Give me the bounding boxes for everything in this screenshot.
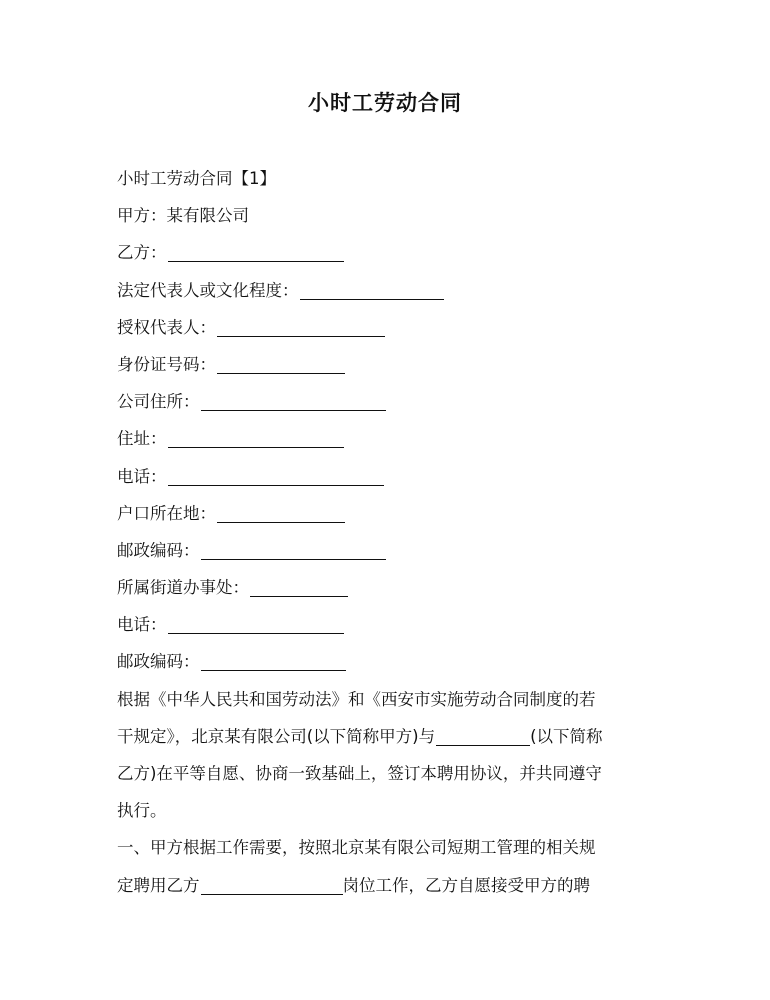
blank-line	[201, 650, 346, 671]
blank-line	[201, 874, 343, 895]
field-label: 电话：	[117, 615, 167, 635]
blank-line	[201, 390, 386, 411]
blank-line	[250, 576, 348, 597]
field-label: 法定代表人或文化程度：	[117, 280, 299, 300]
field-legal-representative	[117, 272, 657, 309]
field-label: 授权代表人：	[117, 317, 216, 337]
paragraph-1-line-2	[117, 718, 657, 755]
blank-line	[217, 353, 345, 374]
field-id-number	[117, 346, 657, 383]
field-authorized-representative	[117, 309, 657, 346]
field-company-address	[117, 383, 657, 420]
paragraph-2-line-1: 一、甲方根据工作需要，按照北京某有限公司短期工管理的相关规	[117, 838, 596, 858]
blank-line	[168, 465, 384, 486]
paragraph-1-line-1: 根据《中华人民共和国劳动法》和《西安市实施劳动合同制度的若	[117, 689, 596, 709]
blank-line	[217, 502, 345, 523]
blank-line	[168, 613, 344, 634]
paragraph-1-line-3: 乙方)在平等自愿、协商一致基础上，签订本聘用协议，并共同遵守	[117, 764, 602, 783]
paragraph-text: (以下简称	[530, 726, 603, 746]
paragraph-1-line-4: 执行。	[117, 801, 167, 821]
blank-line	[168, 427, 344, 448]
paragraph-text: 岗位工作，乙方自愿接受甲方的聘	[342, 875, 590, 895]
paragraph-text: 定聘用乙方	[117, 875, 200, 895]
field-phone-1	[117, 458, 657, 495]
field-label: 乙方：	[117, 243, 167, 263]
document-body	[117, 160, 657, 904]
field-label: 所属街道办事处：	[117, 578, 249, 598]
field-postal-code-1	[117, 532, 657, 569]
field-label: 公司住所：	[117, 392, 200, 412]
blank-line	[217, 316, 385, 337]
field-household-location	[117, 495, 657, 532]
field-street-office	[117, 569, 657, 606]
blank-line	[201, 539, 386, 560]
contract-subtitle: 小时工劳动合同【1】	[117, 169, 276, 188]
field-label: 邮政编码：	[117, 540, 200, 560]
field-label: 户口所在地：	[117, 503, 216, 523]
field-label: 电话：	[117, 466, 167, 486]
paragraph-2-line-2	[117, 867, 657, 904]
document-title: 小时工劳动合同	[308, 91, 462, 115]
field-postal-code-2	[117, 643, 657, 680]
blank-line	[168, 241, 344, 262]
blank-line	[300, 279, 444, 300]
field-residence	[117, 420, 657, 457]
field-label: 邮政编码：	[117, 652, 200, 672]
field-phone-2	[117, 606, 657, 643]
party-a-line: 甲方：某有限公司	[117, 206, 249, 226]
blank-line	[436, 725, 530, 746]
field-label: 身份证号码：	[117, 354, 216, 374]
paragraph-text: 干规定》，北京某有限公司(以下简称甲方)与	[117, 726, 436, 746]
field-party-b	[117, 234, 657, 271]
field-label: 住址：	[117, 429, 167, 449]
